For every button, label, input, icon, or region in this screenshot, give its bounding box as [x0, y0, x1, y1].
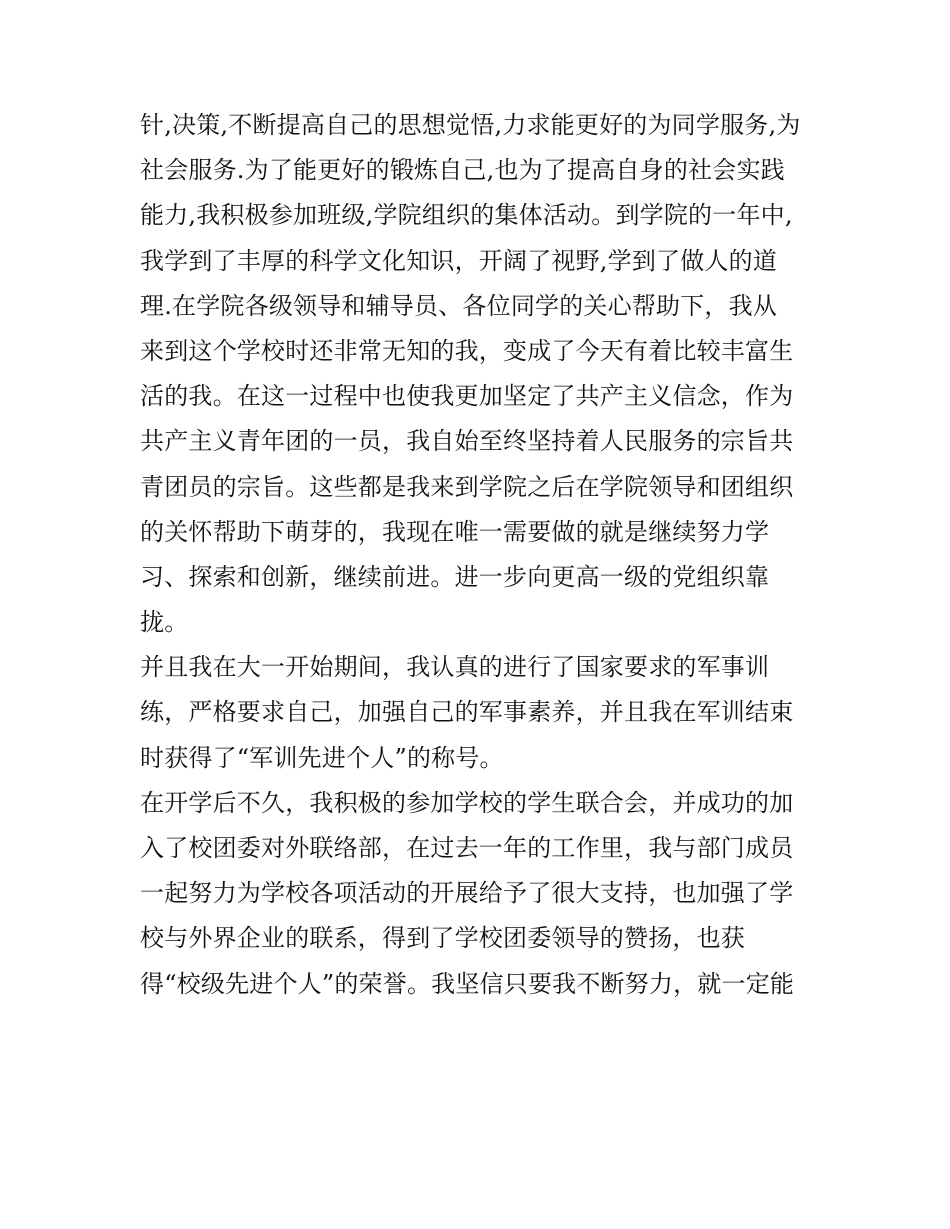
text-line: 拢。 [140, 608, 189, 637]
text-line: 得“校级先进个人”的荣誉。我坚信只要我不断努力，就一定能 [140, 969, 795, 998]
text-line: 的关怀帮助下萌芽的，我现在唯一需要做的就是继续努力学 [140, 517, 770, 546]
text-line: 社会服务.为了能更好的锻炼自己,也为了提高自身的社会实践 [140, 156, 785, 185]
text-line: 在开学后不久，我积极的参加学校的学生联合会，并成功的加 [140, 788, 794, 817]
text-line: 校与外界企业的联系，得到了学校团委领导的赞扬，也获 [140, 924, 745, 953]
text-line: 青团员的宗旨。这些都是我来到学院之后在学院领导和团组织 [140, 472, 794, 501]
text-line: 时获得了“军训先进个人”的称号。 [140, 743, 504, 772]
text-line: 入了校团委对外联络部，在过去一年的工作里，我与部门成员 [140, 834, 794, 862]
text-line: 练，严格要求自己，加强自己的军事素养，并且我在军训结束 [140, 698, 794, 727]
text-line: 针,决策,不断提高自己的思想觉悟,力求能更好的为同学服务,为 [140, 111, 801, 139]
body-text [140, 103, 820, 1007]
text-line: 共产主义青年团的一员，我自始至终坚持着人民服务的宗旨共 [140, 427, 794, 456]
text-line: 一起努力为学校各项活动的开展给予了很大支持，也加强了学 [140, 879, 794, 908]
text-line: 来到这个学校时还非常无知的我，变成了今天有着比较丰富生 [140, 336, 794, 365]
text-line: 活的我。在这一过程中也使我更加坚定了共产主义信念，作为 [140, 382, 794, 411]
text-line: 习、探索和创新，继续前进。进一步向更高一级的党组织靠 [140, 562, 770, 591]
text-line: 能力,我积极参加班级,学院组织的集体活动。到学院的一年中, [140, 201, 793, 230]
text-line: 我学到了丰厚的科学文化知识，开阔了视野,学到了做人的道 [140, 246, 778, 275]
text-line: 并且我在大一开始期间，我认真的进行了国家要求的军事训 [140, 653, 770, 682]
text-line: 理.在学院各级领导和辅导员、各位同学的关心帮助下，我从 [140, 291, 778, 320]
